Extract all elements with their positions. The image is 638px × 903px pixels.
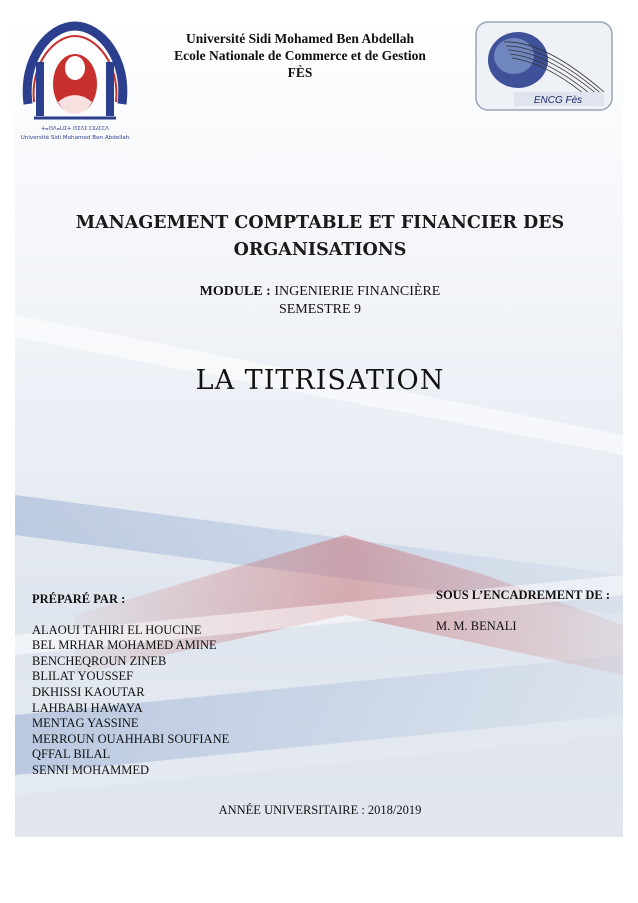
supervision-heading: SOUS L’ENCADREMENT DE :: [436, 588, 610, 602]
university-logo: [20, 18, 130, 144]
member-name: BLILAT YOUSSEF: [32, 669, 134, 684]
program-title-line: MANAGEMENT COMPTABLE ET FINANCIER DES: [75, 213, 565, 233]
document-title: LA TITRISATION: [195, 365, 445, 396]
program-title: [40, 210, 600, 264]
member-name: DKHISSI KAOUTAR: [32, 684, 145, 699]
member-name: ALAOUI TAHIRI EL HOUCINE: [32, 622, 202, 637]
logo-caption: Université Sidi Mohamed Ben Abdellah: [20, 135, 130, 141]
university-name: Université Sidi Mohamed Ben Abdellah: [185, 31, 415, 46]
institution-header: [130, 30, 470, 81]
city-name: FÈS: [287, 65, 313, 80]
school-name: Ecole Nationale de Commerce et de Gestion: [174, 48, 426, 63]
semester: SEMESTRE 9: [278, 302, 362, 317]
supervisor-name: M. M. BENALI: [436, 618, 517, 633]
svg-text:ⵜⴰⵙⴷⴰⵡⵉⵜ ⵙⵉⴷⵉ ⵎⵓⵃⵎⵎⴷ: ⵜⴰⵙⴷⴰⵡⵉⵜ ⵙⵉⴷⵉ ⵎⵓⵃⵎⵎⴷ: [41, 126, 109, 132]
prepared-by-heading: PRÉPARÉ PAR :: [32, 592, 126, 606]
program-title-line: ORGANISATIONS: [233, 240, 407, 260]
member-name: MERROUN OUAHHABI SOUFIANE: [32, 731, 230, 746]
member-name: MENTAG YASSINE: [32, 716, 139, 731]
encg-logo: [474, 20, 614, 112]
prepared-by-section: [32, 592, 229, 779]
member-name: BEL MRHAR MOHAMED AMINE: [32, 638, 217, 653]
academic-year: ANNÉE UNIVERSITAIRE : 2018/2019: [218, 803, 422, 817]
module-name: INGENIERIE FINANCIÈRE: [274, 284, 441, 299]
member-name: QFFAL BILAL: [32, 747, 111, 762]
supervision-section: [436, 588, 610, 634]
member-name: SENNI MOHAMMED: [32, 762, 150, 777]
module-info: [100, 283, 540, 319]
member-name: LAHBABI HAWAYA: [32, 700, 143, 715]
module-label: MODULE :: [199, 284, 271, 299]
encg-logo-text: ENCG Fès: [533, 95, 583, 106]
member-name: BENCHEQROUN ZINEB: [32, 653, 167, 668]
